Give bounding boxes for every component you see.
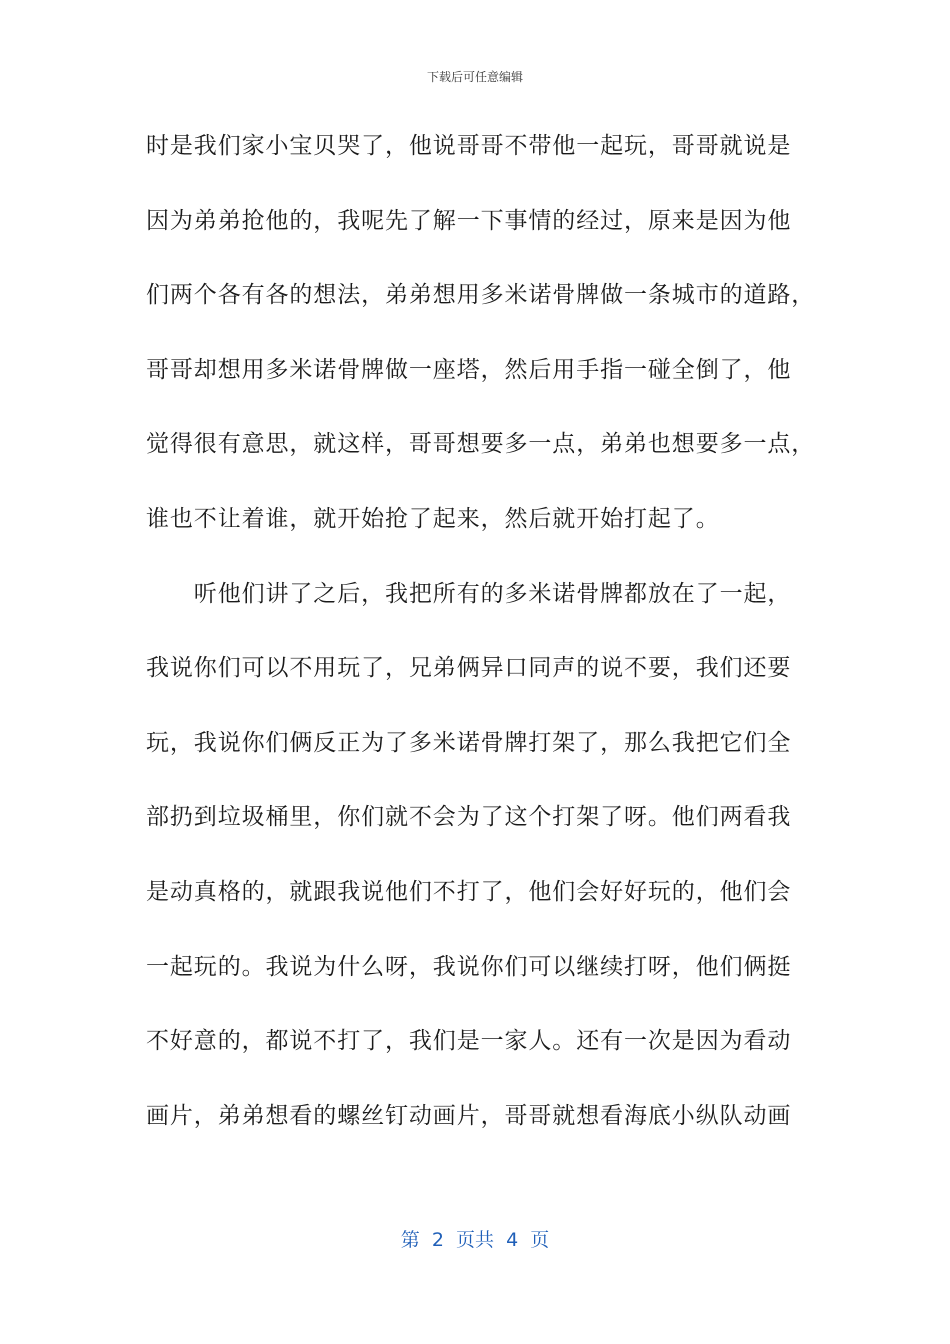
text-line: 们两个各有各的想法，弟弟想用多米诺骨牌做一条城市的道路， [146, 282, 816, 309]
text-line: 觉得很有意思，就这样，哥哥想要多一点，弟弟也想要多一点， [146, 431, 816, 458]
text-line: 谁也不让着谁，就开始抢了起来，然后就开始打起了。 [146, 505, 720, 532]
text-line: 时是我们家小宝贝哭了，他说哥哥不带他一起玩，哥哥就说是 [146, 133, 792, 159]
page-number-footer: 第 2 页共 4 页 [400, 1229, 550, 1251]
text-line: 一起玩的。我说为什么呀，我说你们可以继续打呀，他们俩挺 [146, 953, 792, 980]
page-header: 下载后可任意编辑 [426, 70, 523, 84]
document-body [146, 122, 816, 1166]
text-line: 画片，弟弟想看的螺丝钉动画片，哥哥就想看海底小纵队动画 [146, 1102, 792, 1129]
text-line: 我说你们可以不用玩了，兄弟俩异口同声的说不要，我们还要 [146, 655, 792, 682]
text-line: 因为弟弟抢他的，我呢先了解一下事情的经过，原来是因为他 [146, 207, 792, 234]
text-line: 不好意的，都说不打了，我们是一家人。还有一次是因为看动 [146, 1028, 792, 1055]
text-line: 部扔到垃圾桶里，你们就不会为了这个打架了呀。他们两看我 [146, 804, 792, 831]
text-line: 是动真格的，就跟我说他们不打了，他们会好好玩的，他们会 [146, 878, 792, 905]
text-line: 玩，我说你们俩反正为了多米诺骨牌打架了，那么我把它们全 [146, 729, 792, 756]
text-line: 听他们讲了之后，我把所有的多米诺骨牌都放在了一起， [146, 580, 792, 607]
text-line: 哥哥却想用多米诺骨牌做一座塔，然后用手指一碰全倒了，他 [146, 356, 792, 383]
